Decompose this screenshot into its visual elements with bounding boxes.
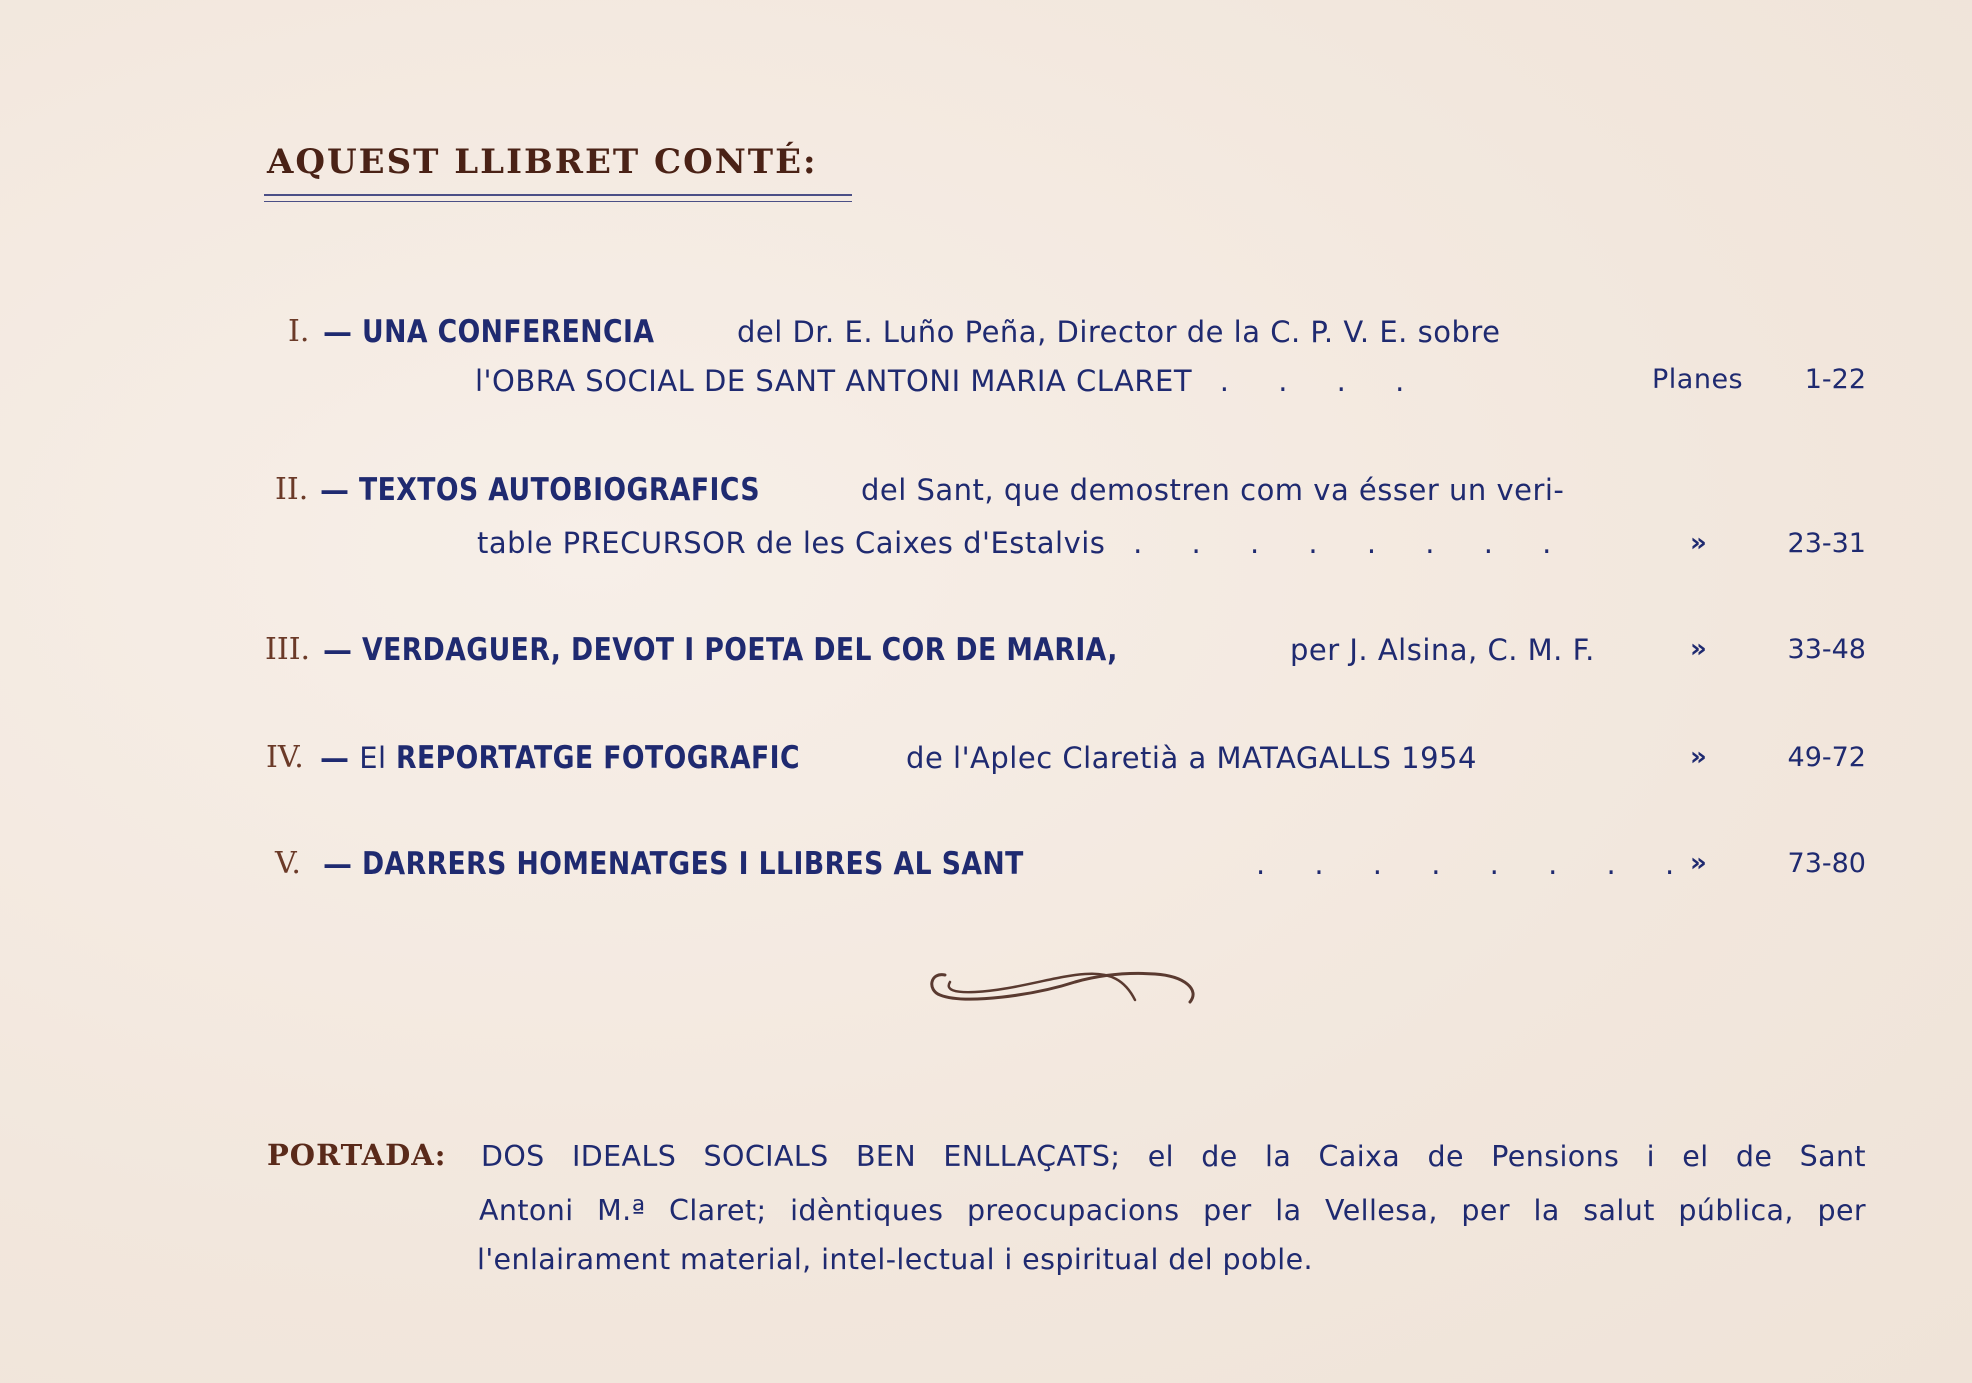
entry-description-2: table PRECURSOR de les Caixes d'Estalvis [477, 526, 1106, 560]
dot-leader: . . . . [1219, 364, 1425, 398]
cover-note-label: PORTADA: [267, 1138, 447, 1172]
cover-note-line-1: DOS IDEALS SOCIALS BEN ENLLAÇATS; el de la Caixa de Pensions i el de Sant [481, 1140, 1866, 1173]
page-range: 1-22 [1804, 364, 1866, 395]
entry-description-2: l'OBRA SOCIAL DE SANT ANTONI MARIA CLARET [475, 364, 1193, 398]
entry-numeral: I. [288, 314, 310, 349]
entry-description: del Sant, que demostren com va ésser un veri- [860, 473, 1565, 507]
heading-underline-2 [264, 201, 852, 202]
entry-dash: — [320, 473, 350, 507]
entry-description: per J. Alsina, C. M. F. [1289, 633, 1595, 667]
ditto-mark: » [1690, 742, 1707, 772]
ditto-mark: » [1690, 848, 1707, 878]
entry-title: DARRERS HOMENATGES I LLIBRES AL SANT [362, 846, 1024, 882]
heading-underline [264, 194, 852, 196]
entry-dash: — [320, 741, 350, 775]
page-range: 49-72 [1787, 742, 1866, 773]
entry-prefix: El [359, 741, 387, 775]
flourish-ornament-icon [925, 960, 1205, 1020]
entry-dash: — [323, 315, 353, 349]
cover-note-line-2: Antoni M.ª Claret; idèntiques preocupacions per la Vellesa, per la salut pública, per [479, 1194, 1866, 1227]
entry-numeral: II. [275, 472, 309, 507]
entry-numeral: V. [275, 846, 301, 881]
dot-leader: . . . . . . . . [1255, 847, 1695, 881]
entry-description: del Dr. E. Luño Peña, Director de la C. P. V. E. sobre [736, 315, 1501, 349]
entry-numeral: IV. [266, 740, 304, 775]
entry-title: REPORTATGE FOTOGRAFIC [396, 740, 801, 776]
entry-title: VERDAGUER, DEVOT I POETA DEL COR DE MARIA, [362, 632, 1119, 668]
page-range: 73-80 [1787, 848, 1866, 879]
ditto-mark: » [1690, 634, 1707, 664]
planes-label: Planes [1652, 364, 1744, 395]
entry-title: TEXTOS AUTOBIOGRAFICS [359, 472, 761, 508]
page-range: 33-48 [1787, 634, 1866, 665]
entry-description: de l'Aplec Claretià a MATAGALLS 1954 [906, 741, 1477, 775]
cover-note-line-3: l'enlairament material, intel-lectual i espiritual del poble. [477, 1243, 1314, 1276]
entry-dash: — [323, 847, 353, 881]
page-heading: AQUEST LLIBRET CONTÉ: [267, 142, 818, 182]
entry-numeral: III. [265, 632, 311, 667]
ditto-mark: » [1690, 528, 1707, 558]
dot-leader: . . . . . . . . [1133, 526, 1572, 560]
entry-dash: — [323, 633, 353, 667]
entry-title: UNA CONFERENCIA [362, 314, 655, 350]
page-range: 23-31 [1787, 528, 1866, 559]
